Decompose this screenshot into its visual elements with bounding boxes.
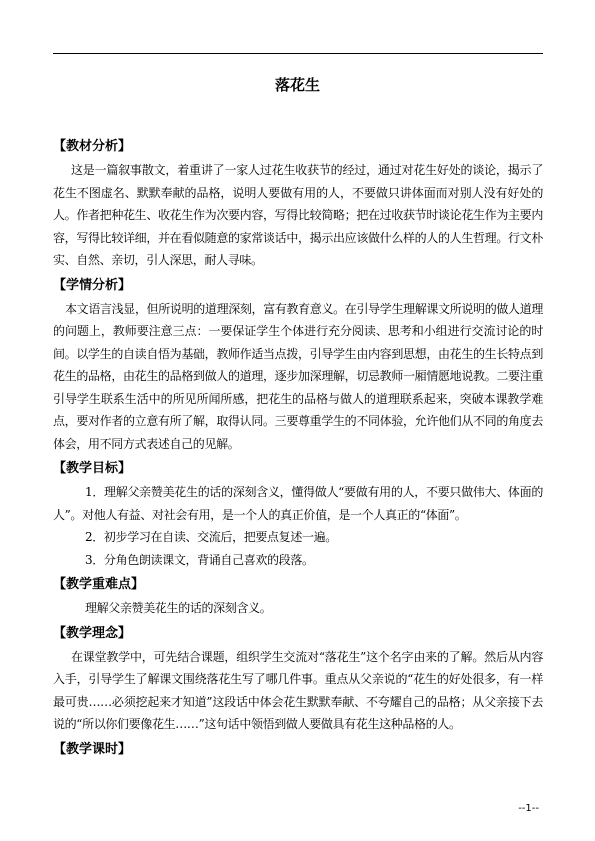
section-heading-class-hours: 【教学课时】 bbox=[53, 741, 132, 757]
section-paragraph: 在课堂教学中，可先结合课题，组织学生交流对“落花生”这个名字由来的了解。然后从内容入手，引导学生了解课文围绕落花生写了哪几件事。重点从父亲说的“花生的好处很多，有一样最可贵……必须挖起来才知道”这段话中体会花生默默奉献、不夸耀自己的品格；从父亲接下去说的“所以你们要像花生……”这句话中领悟到做人要做具有花生这种品格的人。 bbox=[53, 649, 543, 731]
section-paragraph: 理解父亲赞美花生的话的深刻含义。 bbox=[85, 601, 272, 615]
header-rule bbox=[53, 53, 543, 54]
section-heading-student-analysis: 【学情分析】 bbox=[53, 277, 132, 293]
section-heading-teaching-goals: 【教学目标】 bbox=[53, 461, 132, 476]
section-paragraph: 这是一篇叙事散文，着重讲了一家人过花生收获节的经过，通过对花生好处的谈论，揭示了花生不图虚名、默默奉献的品格，说明人要做有用的人，不要做只讲体面而对别人没有好处的人。作者把种花生、收花生作为次要内容，写得比较简略；把在过收获节时谈论花生作为主要内容，写得比较详细，并在看似随意的家常谈话中，揭示出应该做什么样的人的人生哲理。行文朴实、自然、亲切，引人深思，耐人寻味。 bbox=[53, 163, 543, 267]
section-heading-textbook-analysis: 【教材分析】 bbox=[53, 139, 132, 154]
page-title: 落花生 bbox=[274, 76, 320, 94]
goal-item: 3．分角色朗读课文，背诵自己喜欢的段落。 bbox=[85, 552, 314, 567]
section-heading-teaching-philosophy: 【教学理念】 bbox=[53, 625, 132, 641]
goal-item: 1．理解父亲赞美花生的话的深刻含义，懂得做人“要做有用的人，不要只做伟大、体面的人”。对他人有益、对社会有用，是一个人的真正价值，是一个人真正的“体面”。 bbox=[53, 485, 543, 522]
document-body bbox=[53, 137, 543, 759]
section-paragraph: 本文语言浅显，但所说明的道理深刻，富有教育意义。在引导学生理解课文所说明的做人道理的问题上，教师要注意三点：一要保证学生个体进行充分阅读、思考和小组进行交流讨论的时间。以学生的自读自悟为基础，教师作适当点拨，引导学生由内容到思想，由花生的生长特点到花生的品格，由花生的品格到做人的道理，逐步加深理解，切忌教师一厢情愿地说教。二要注重引导学生联系生活中的所见所闻所感，把花生的品格与做人的道理联系起来，突破本课教学难点，要对作者的立意有所了解，取得认同。三要尊重学生的不同体验，允许他们从不同的角度去体会，用不同方式表述自己的见解。 bbox=[53, 301, 543, 451]
goal-item: 2．初步学习在自读、交流后，把要点复述一遍。 bbox=[85, 530, 337, 544]
page-number: --1-- bbox=[518, 803, 539, 814]
section-heading-key-points: 【教学重难点】 bbox=[53, 577, 145, 592]
